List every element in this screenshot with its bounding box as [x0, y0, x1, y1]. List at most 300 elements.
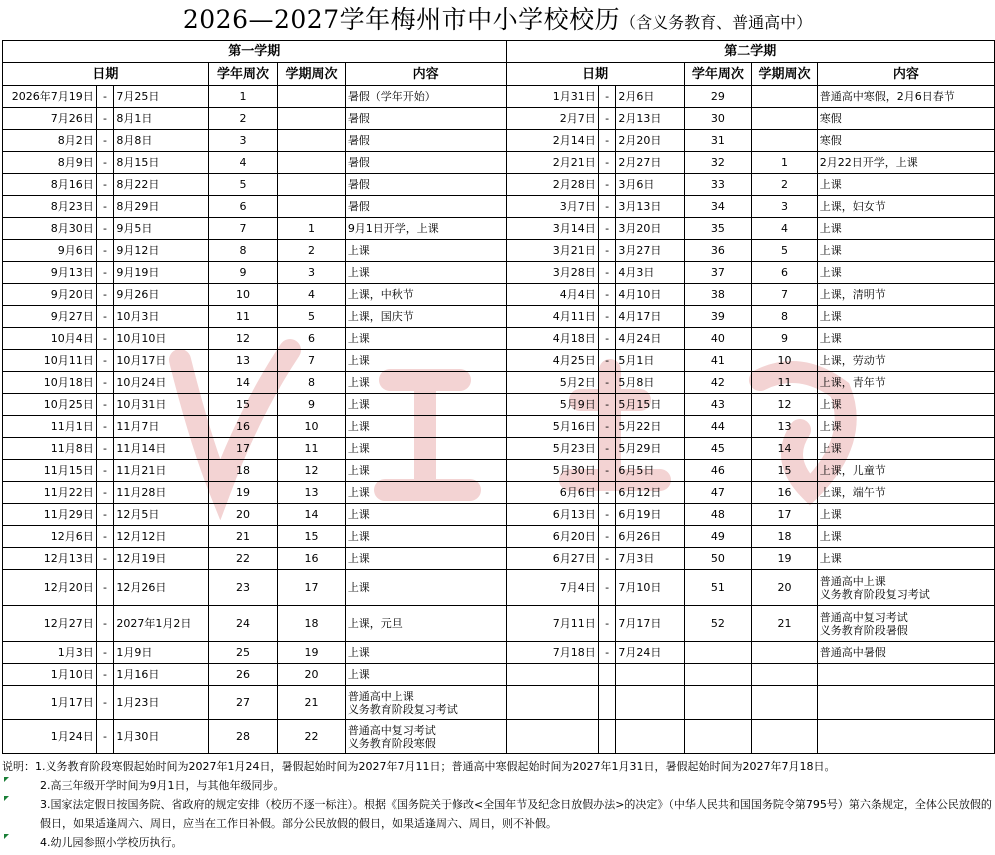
s1-year-week: 11: [208, 306, 277, 328]
s1-end-date: 8月8日: [114, 130, 208, 152]
s1-dash: -: [96, 328, 114, 350]
s2-start-date: 7月4日: [506, 570, 598, 606]
s2-end-date: 7月10日: [616, 570, 684, 606]
s2-start-date: 7月11日: [506, 606, 598, 642]
s1-dash: -: [96, 108, 114, 130]
s1-start-date: 8月30日: [3, 218, 97, 240]
s1-content: 9月1日开学，上课: [345, 218, 506, 240]
s2-dash: -: [598, 548, 616, 570]
s2-year-week: 42: [684, 372, 752, 394]
s2-year-week: 31: [684, 130, 752, 152]
s2-dash: [598, 664, 616, 686]
s1-term-week: 8: [278, 372, 346, 394]
table-row: [3, 174, 995, 196]
table-row: [3, 720, 995, 754]
s1-date-header: 日期: [3, 63, 209, 86]
semester-1-header: 第一学期: [3, 41, 507, 63]
s1-term-week: [278, 196, 346, 218]
s2-year-week-header: 学年周次: [684, 63, 752, 86]
s2-year-week: [684, 720, 752, 754]
s1-start-date: 9月20日: [3, 284, 97, 306]
s2-content: 上课，妇女节: [817, 196, 994, 218]
s1-content: 上课: [345, 328, 506, 350]
s1-year-week: 5: [208, 174, 277, 196]
s2-dash: -: [598, 152, 616, 174]
s2-start-date: 2月21日: [506, 152, 598, 174]
s1-term-week: 17: [278, 570, 346, 606]
s1-year-week: 13: [208, 350, 277, 372]
s1-term-week: 19: [278, 642, 346, 664]
s2-dash: -: [598, 504, 616, 526]
s1-year-week: 23: [208, 570, 277, 606]
s2-term-week: 10: [752, 350, 818, 372]
s2-dash: -: [598, 642, 616, 664]
table-row: [3, 416, 995, 438]
s1-year-week: 22: [208, 548, 277, 570]
s2-term-week: 19: [752, 548, 818, 570]
table-row: [3, 642, 995, 664]
s1-end-date: 10月10日: [114, 328, 208, 350]
s1-term-week: [278, 174, 346, 196]
s1-start-date: 1月3日: [3, 642, 97, 664]
s1-term-week: 3: [278, 262, 346, 284]
s1-start-date: 11月22日: [3, 482, 97, 504]
s1-year-week: 3: [208, 130, 277, 152]
s2-end-date: 5月22日: [616, 416, 684, 438]
s2-content: 寒假: [817, 108, 994, 130]
s2-content: 上课: [817, 306, 994, 328]
s1-end-date: 1月23日: [114, 686, 208, 720]
table-row: [3, 328, 995, 350]
s2-content: 2月22日开学，上课: [817, 152, 994, 174]
s1-term-week-header: 学期周次: [278, 63, 346, 86]
s2-end-date: 5月15日: [616, 394, 684, 416]
s1-start-date: 9月27日: [3, 306, 97, 328]
s1-dash: -: [96, 262, 114, 284]
s2-year-week: 35: [684, 218, 752, 240]
s1-end-date: 12月12日: [114, 526, 208, 548]
calendar-table: [2, 40, 995, 754]
s1-year-week: 18: [208, 460, 277, 482]
s1-year-week: 24: [208, 606, 277, 642]
s2-end-date: [616, 686, 684, 720]
table-row: [3, 526, 995, 548]
s2-dash: -: [598, 416, 616, 438]
table-row: [3, 108, 995, 130]
s2-start-date: 4月25日: [506, 350, 598, 372]
s1-content: 上课: [345, 548, 506, 570]
s2-term-week: 21: [752, 606, 818, 642]
table-row: [3, 284, 995, 306]
s1-content: 上课: [345, 394, 506, 416]
s1-year-week: 14: [208, 372, 277, 394]
s1-year-week: 17: [208, 438, 277, 460]
s2-start-date: 3月14日: [506, 218, 598, 240]
s1-content: 上课: [345, 664, 506, 686]
s2-dash: -: [598, 606, 616, 642]
s1-year-week: 12: [208, 328, 277, 350]
s2-term-week: 16: [752, 482, 818, 504]
s1-content: 暑假: [345, 108, 506, 130]
s2-content: 普通高中暑假: [817, 642, 994, 664]
s2-content: 上课，清明节: [817, 284, 994, 306]
s2-end-date: 7月17日: [616, 606, 684, 642]
s1-year-week: 8: [208, 240, 277, 262]
s1-term-week: 6: [278, 328, 346, 350]
s1-year-week: 19: [208, 482, 277, 504]
s1-end-date: 10月31日: [114, 394, 208, 416]
s2-year-week: 48: [684, 504, 752, 526]
s2-end-date: 5月8日: [616, 372, 684, 394]
s2-year-week: 34: [684, 196, 752, 218]
s1-term-week: [278, 152, 346, 174]
s1-content: 上课: [345, 240, 506, 262]
s1-dash: -: [96, 306, 114, 328]
s1-end-date: 9月19日: [114, 262, 208, 284]
table-row: [3, 686, 995, 720]
table-row: [3, 460, 995, 482]
s2-year-week: 37: [684, 262, 752, 284]
table-row: [3, 262, 995, 284]
s2-end-date: 7月24日: [616, 642, 684, 664]
s2-year-week: 39: [684, 306, 752, 328]
s2-year-week: 33: [684, 174, 752, 196]
s2-term-week: 18: [752, 526, 818, 548]
s1-dash: -: [96, 350, 114, 372]
s1-term-week: 5: [278, 306, 346, 328]
s1-term-week: 1: [278, 218, 346, 240]
s2-end-date: [616, 720, 684, 754]
s2-end-date: 5月1日: [616, 350, 684, 372]
s1-term-week: 11: [278, 438, 346, 460]
s1-year-week: 16: [208, 416, 277, 438]
s2-start-date: 4月4日: [506, 284, 598, 306]
table-row: [3, 152, 995, 174]
s2-end-date: 2月6日: [616, 86, 684, 108]
s2-start-date: 5月30日: [506, 460, 598, 482]
s1-end-date: 10月3日: [114, 306, 208, 328]
s1-end-date: 10月17日: [114, 350, 208, 372]
s1-term-week: 10: [278, 416, 346, 438]
s2-dash: -: [598, 284, 616, 306]
s1-content: 上课: [345, 526, 506, 548]
s1-term-week: 21: [278, 686, 346, 720]
s1-dash: -: [96, 504, 114, 526]
s1-dash: -: [96, 570, 114, 606]
s2-start-date: 2月28日: [506, 174, 598, 196]
s1-start-date: 10月25日: [3, 394, 97, 416]
table-row: [3, 218, 995, 240]
s2-end-date: 3月13日: [616, 196, 684, 218]
s1-end-date: 12月19日: [114, 548, 208, 570]
s2-term-week: 13: [752, 416, 818, 438]
s2-term-week: [752, 686, 818, 720]
s1-end-date: 1月16日: [114, 664, 208, 686]
s2-year-week: 45: [684, 438, 752, 460]
s2-dash: -: [598, 240, 616, 262]
s2-year-week: [684, 642, 752, 664]
table-row: [3, 664, 995, 686]
s2-dash: -: [598, 174, 616, 196]
s1-start-date: 1月10日: [3, 664, 97, 686]
page-title: [0, 0, 995, 40]
s1-term-week: 15: [278, 526, 346, 548]
s1-start-date: 12月20日: [3, 570, 97, 606]
s2-end-date: 2月27日: [616, 152, 684, 174]
s1-content: 普通高中上课 义务教育阶段复习考试: [345, 686, 506, 720]
s2-end-date: 4月17日: [616, 306, 684, 328]
s2-dash: -: [598, 86, 616, 108]
s2-end-date: 3月20日: [616, 218, 684, 240]
table-row: [3, 372, 995, 394]
s1-dash: -: [96, 416, 114, 438]
s2-term-week: [752, 664, 818, 686]
s1-end-date: 12月26日: [114, 570, 208, 606]
s2-content: 上课，端午节: [817, 482, 994, 504]
s2-year-week: 43: [684, 394, 752, 416]
s2-year-week: 36: [684, 240, 752, 262]
s2-year-week: 32: [684, 152, 752, 174]
s2-term-week: 20: [752, 570, 818, 606]
s2-end-date: 6月19日: [616, 504, 684, 526]
s2-content: 上课: [817, 416, 994, 438]
s2-term-week: 8: [752, 306, 818, 328]
s1-end-date: 1月30日: [114, 720, 208, 754]
s1-year-week: 4: [208, 152, 277, 174]
s2-term-week: 4: [752, 218, 818, 240]
s1-end-date: 8月29日: [114, 196, 208, 218]
s2-term-week: [752, 86, 818, 108]
note-2-text: 2.高三年级开学时间为9月1日，与其他年级同步。: [40, 779, 285, 792]
s1-dash: -: [96, 130, 114, 152]
s1-year-week: 27: [208, 686, 277, 720]
s2-end-date: 4月24日: [616, 328, 684, 350]
s2-end-date: 6月12日: [616, 482, 684, 504]
table-row: [3, 548, 995, 570]
s1-end-date: 9月5日: [114, 218, 208, 240]
note-2: [2, 776, 992, 795]
s1-end-date: 9月26日: [114, 284, 208, 306]
s1-start-date: 1月17日: [3, 686, 97, 720]
table-row: [3, 606, 995, 642]
s2-start-date: [506, 720, 598, 754]
s2-content: 普通高中寒假，2月6日春节: [817, 86, 994, 108]
s1-term-week: 4: [278, 284, 346, 306]
s1-content: 上课: [345, 262, 506, 284]
s2-start-date: 3月28日: [506, 262, 598, 284]
s2-year-week: 52: [684, 606, 752, 642]
s1-start-date: 1月24日: [3, 720, 97, 754]
s1-dash: -: [96, 196, 114, 218]
s1-content: 上课: [345, 438, 506, 460]
s1-dash: -: [96, 642, 114, 664]
s1-term-week: [278, 108, 346, 130]
s1-year-week: 6: [208, 196, 277, 218]
s1-content: 普通高中复习考试 义务教育阶段寒假: [345, 720, 506, 754]
s2-term-week: [752, 720, 818, 754]
s1-year-week: 2: [208, 108, 277, 130]
title-main: 2026—2027学年梅州市中小学校校历: [182, 5, 621, 34]
s2-year-week: 38: [684, 284, 752, 306]
s2-content: 上课: [817, 174, 994, 196]
s2-year-week: [684, 686, 752, 720]
s1-dash: -: [96, 526, 114, 548]
s1-year-week: 28: [208, 720, 277, 754]
s1-end-date: 8月1日: [114, 108, 208, 130]
s1-content: 上课: [345, 570, 506, 606]
s1-start-date: 11月15日: [3, 460, 97, 482]
note-3-text: 3.国家法定假日按国务院、省政府的规定安排（校历不逐一标注）。根据《国务院关于修改<全国年节及纪念日放假办法>的决定》（中华人民共和国国务院令第795号）第六条规定，全体公民放假的假日，如果适逢周六、周日，应当在工作日补假。部分公民放假的假日，如果适逢周六、周日，则不补假。: [40, 798, 992, 830]
s2-term-week: 1: [752, 152, 818, 174]
s1-dash: -: [96, 284, 114, 306]
s2-content: [817, 686, 994, 720]
s2-end-date: 6月5日: [616, 460, 684, 482]
s1-dash: -: [96, 482, 114, 504]
s1-start-date: 9月6日: [3, 240, 97, 262]
s1-content: 上课，元旦: [345, 606, 506, 642]
s1-content: 上课: [345, 642, 506, 664]
note-marker-icon: [4, 796, 9, 801]
s2-dash: -: [598, 108, 616, 130]
s1-dash: -: [96, 438, 114, 460]
s2-date-header: 日期: [506, 63, 684, 86]
s2-term-week: 15: [752, 460, 818, 482]
title-sub: （含义务教育、普通高中）: [620, 13, 813, 32]
s1-year-week: 7: [208, 218, 277, 240]
s2-end-date: 4月10日: [616, 284, 684, 306]
s1-dash: -: [96, 218, 114, 240]
s1-year-week: 26: [208, 664, 277, 686]
s1-content: 上课，国庆节: [345, 306, 506, 328]
s1-start-date: 10月11日: [3, 350, 97, 372]
s1-content: 上课: [345, 460, 506, 482]
s1-end-date: 7月25日: [114, 86, 208, 108]
table-row: [3, 130, 995, 152]
s2-year-week: 46: [684, 460, 752, 482]
s2-term-week: 3: [752, 196, 818, 218]
s2-year-week: 50: [684, 548, 752, 570]
s2-start-date: 4月11日: [506, 306, 598, 328]
table-row: [3, 86, 995, 108]
s1-content: 暑假: [345, 196, 506, 218]
s2-dash: -: [598, 218, 616, 240]
s2-dash: -: [598, 130, 616, 152]
s1-dash: -: [96, 720, 114, 754]
s2-term-week: 9: [752, 328, 818, 350]
s1-dash: -: [96, 606, 114, 642]
s1-dash: -: [96, 548, 114, 570]
s1-year-week: 20: [208, 504, 277, 526]
s2-end-date: 6月26日: [616, 526, 684, 548]
s1-content: 上课: [345, 372, 506, 394]
s2-dash: -: [598, 196, 616, 218]
s1-start-date: 8月16日: [3, 174, 97, 196]
s1-term-week: 16: [278, 548, 346, 570]
s2-year-week: 51: [684, 570, 752, 606]
s2-dash: -: [598, 482, 616, 504]
s2-dash: -: [598, 372, 616, 394]
s2-year-week: 44: [684, 416, 752, 438]
s1-start-date: 11月29日: [3, 504, 97, 526]
s2-dash: -: [598, 306, 616, 328]
s1-end-date: 1月9日: [114, 642, 208, 664]
note-4-text: 4.幼儿园参照小学校历执行。: [40, 836, 183, 849]
s2-term-week: 5: [752, 240, 818, 262]
s1-year-week: 1: [208, 86, 277, 108]
s1-start-date: 11月1日: [3, 416, 97, 438]
s2-content: 上课: [817, 548, 994, 570]
s2-dash: -: [598, 570, 616, 606]
s1-term-week: 14: [278, 504, 346, 526]
s2-start-date: [506, 686, 598, 720]
s1-year-week: 9: [208, 262, 277, 284]
s2-start-date: 1月31日: [506, 86, 598, 108]
s2-content: 寒假: [817, 130, 994, 152]
s2-start-date: 6月13日: [506, 504, 598, 526]
s2-dash: -: [598, 328, 616, 350]
s2-dash: [598, 686, 616, 720]
s2-dash: -: [598, 460, 616, 482]
s2-end-date: 2月13日: [616, 108, 684, 130]
s1-content: 上课，中秋节: [345, 284, 506, 306]
s1-content-header: 内容: [345, 63, 506, 86]
s1-end-date: 9月12日: [114, 240, 208, 262]
s2-start-date: 3月7日: [506, 196, 598, 218]
s1-start-date: 8月2日: [3, 130, 97, 152]
s2-start-date: 5月23日: [506, 438, 598, 460]
s1-dash: -: [96, 372, 114, 394]
s2-year-week: 47: [684, 482, 752, 504]
s2-start-date: 5月2日: [506, 372, 598, 394]
s1-end-date: 12月5日: [114, 504, 208, 526]
s2-content: 上课: [817, 240, 994, 262]
s2-term-week: 14: [752, 438, 818, 460]
s2-year-week: 40: [684, 328, 752, 350]
note-4: [2, 833, 992, 852]
s2-term-week: 17: [752, 504, 818, 526]
table-row: [3, 350, 995, 372]
s1-start-date: 10月18日: [3, 372, 97, 394]
s1-start-date: 8月9日: [3, 152, 97, 174]
s2-dash: -: [598, 526, 616, 548]
s1-term-week: [278, 130, 346, 152]
s1-term-week: 13: [278, 482, 346, 504]
s2-content: 上课: [817, 328, 994, 350]
s1-start-date: 11月8日: [3, 438, 97, 460]
s2-term-week: 11: [752, 372, 818, 394]
s2-start-date: [506, 664, 598, 686]
s1-start-date: 7月26日: [3, 108, 97, 130]
s2-start-date: 4月18日: [506, 328, 598, 350]
note-3: [2, 795, 992, 833]
table-row: [3, 504, 995, 526]
s2-term-week: [752, 642, 818, 664]
s1-term-week: 7: [278, 350, 346, 372]
s1-year-week: 15: [208, 394, 277, 416]
s2-term-week: 7: [752, 284, 818, 306]
s2-end-date: 4月3日: [616, 262, 684, 284]
s2-year-week: 30: [684, 108, 752, 130]
s2-dash: -: [598, 262, 616, 284]
s1-start-date: 9月13日: [3, 262, 97, 284]
s1-term-week: 22: [278, 720, 346, 754]
s1-content: 上课: [345, 350, 506, 372]
notes-section: [2, 757, 992, 852]
s1-year-week: 10: [208, 284, 277, 306]
s2-content-header: 内容: [817, 63, 994, 86]
s2-content: [817, 720, 994, 754]
s2-content: [817, 664, 994, 686]
